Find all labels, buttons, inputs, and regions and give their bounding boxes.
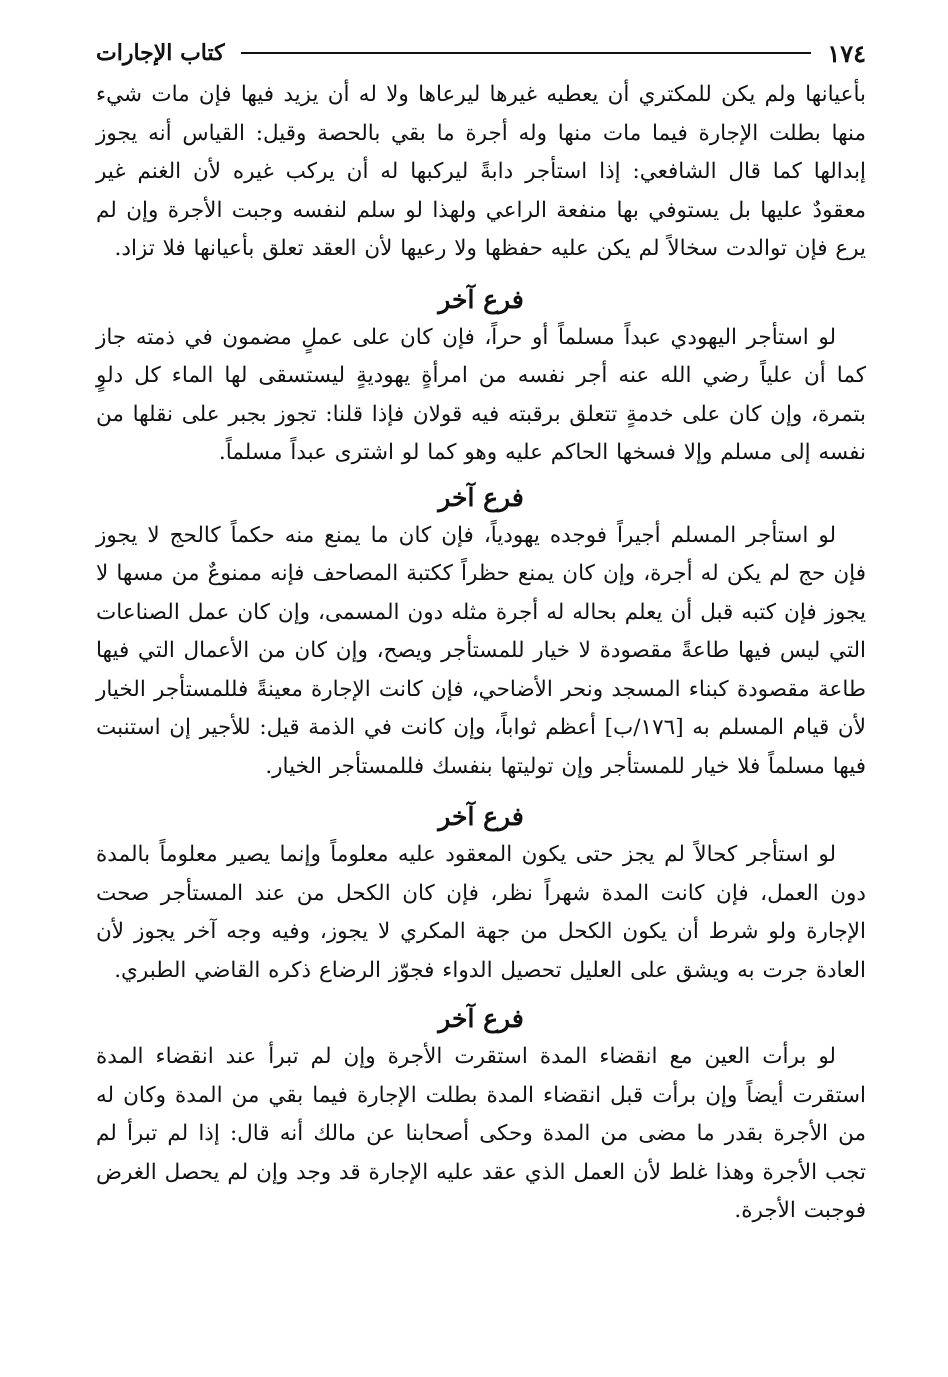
section-paragraph: لو برأت العين مع انقضاء المدة استقرت الأجرة وإن لم تبرأ عند انقضاء المدة استقرت أيضاً وإن برأت قبل انقضاء المدة بطلت الإجارة فيما بقي من المدة وكان له من الأجرة بقدر ما مضى من المدة وحكى أصحابنا عن مالك أنه قال: إذا لم تبرأ لم تجب الأجرة وهذا غلط لأن العمل الذي عقد عليه الإجارة قد وجد وإن لم يحصل الغرض فوجبت الأجرة. bbox=[96, 1044, 866, 1223]
section-heading: فرع آخر bbox=[438, 482, 524, 512]
section-heading: فرع آخر bbox=[438, 284, 524, 314]
intro-paragraph: بأعيانها ولم يكن للمكتري أن يعطيه غيرها ليرعاها ولا له أن يزيد فيها فإن مات شيء منها بطلت الإجارة فيما مات منها وله أجرة ما بقي بالحصة وقيل: القياس أنه يجوز إبدالها كما قال الشافعي: إذا استأجر دابةً ليركبها له أن يركب غيره لأن الغنم غير معقودٌ عليها بل يستوفي بها منفعة الراعي ولهذا لو سلم لنفسه وجبت الأجرة وإن لم يرع فإن توالدت سخالاً لم يكن عليه حفظها ولا رعيها لأن العقد تعلق بأعيانها فلا تزاد. bbox=[96, 82, 866, 261]
section-paragraph: لو استأجر المسلم أجيراً فوجده يهودياً، فإن كان ما يمنع منه حكماً كالحج لا يجوز فإن حج لم يكن له أجرة، وإن كان يمنع حظراً ككتبة المصاحف فإنه ممنوعٌ من مسها لا يجوز فإن كتبه قبل أن يعلم بحاله له أجرة مثله دون المسمى، وإن كان عمل الصناعات التي ليس فيها طاعةً مقصودة لا خيار للمستأجر ويصح، وإن كان من الأعمال التي فيها طاعة مقصودة كبناء المسجد ونحر الأضاحي، فإن كانت الإجارة معينةً فللمستأجر الخيار لأن قيام المسلم به [١٧٦/ب] أعظم ثواباً، وإن كانت في الذمة قيل: للأجير إن استنبت فيها مسلماً فلا خيار للمستأجر وإن توليتها بنفسك فللمستأجر الخيار. bbox=[96, 522, 866, 779]
section-heading: فرع آخر bbox=[438, 802, 524, 831]
book-page bbox=[96, 30, 866, 1231]
header-rule bbox=[241, 52, 812, 54]
page-number: ١٧٤ bbox=[827, 38, 866, 68]
section-paragraph: لو استأجر كحالاً لم يجز حتى يكون المعقود عليه معلوماً وإنما يصير معلوماً بالمدة دون العمل، فإن كانت المدة شهراً نظر، فإن كان الكحل من عند المستأجر صحت الإجارة ولو شرط أن يكون الكحل من جهة المكري لا يجوز، وفيه وجه آخر يجوز لأن العادة جرت به ويشق على العليل تحصيل الدواء فجوّز الرضاع ذكره القاضي الطبري. bbox=[96, 842, 866, 983]
section-heading: فرع آخر bbox=[438, 1004, 524, 1033]
page-header bbox=[96, 30, 866, 76]
running-title: كتاب الإجارات bbox=[96, 40, 225, 66]
section-paragraph: لو استأجر اليهودي عبداً مسلماً أو حراً، فإن كان على عملٍ مضمون في ذمته جاز كما أن علياً رضي الله عنه أجر نفسه من امرأةٍ يهوديةٍ ليستسقى لها الماء كل دلوٍ بتمرة، وإن كان على خدمةٍ تتعلق برقبته فيه قولان فإذا قلنا: تجوز بجبر على نقلها من نفسه إلى مسلم وإلا فسخها الحاكم عليه وهو كما لو اشترى عبداً مسلماً. bbox=[96, 324, 866, 465]
